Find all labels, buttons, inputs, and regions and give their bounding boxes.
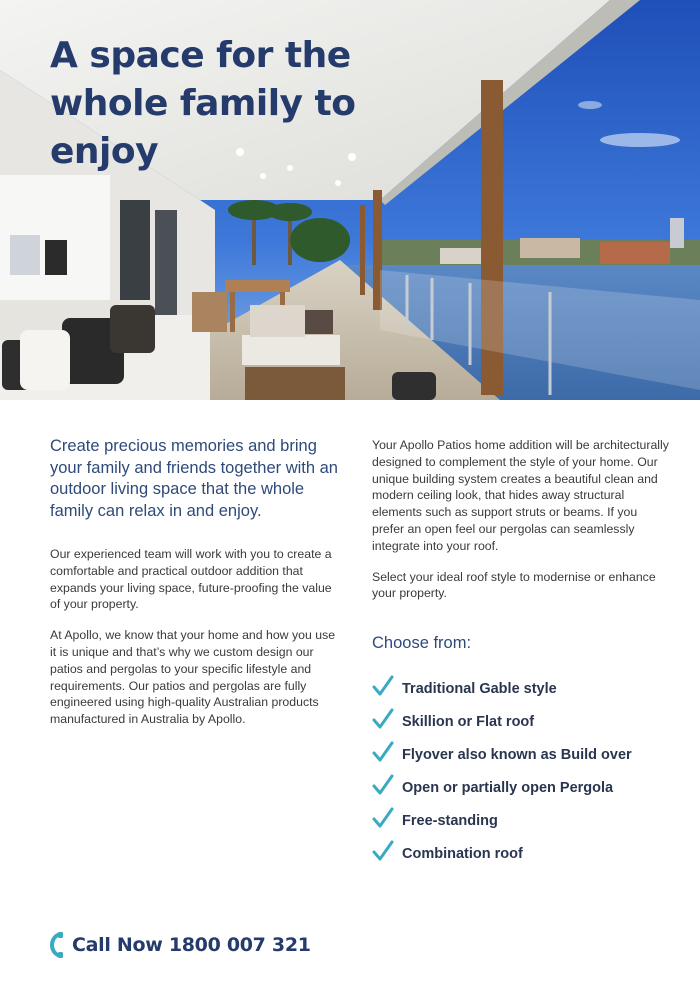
left-column [50, 546, 340, 742]
option-label: Free-standing [402, 812, 498, 829]
check-icon [372, 675, 394, 697]
check-icon [372, 840, 394, 862]
title-line-2: whole family to enjoy [50, 83, 356, 172]
option-label: Skillion or Flat roof [402, 713, 535, 730]
check-icon [372, 741, 394, 763]
page-title [50, 32, 470, 176]
phone-icon [50, 932, 64, 958]
option-label: Combination roof [402, 845, 523, 862]
roof-options-list [372, 672, 632, 870]
check-icon [372, 708, 394, 730]
list-item [372, 804, 632, 837]
list-item [372, 672, 632, 705]
call-now[interactable] [50, 932, 311, 958]
list-item [372, 837, 632, 870]
list-item [372, 738, 632, 771]
body-paragraph: Select your ideal roof style to modernise or enhance your property. [372, 569, 656, 601]
check-icon [372, 774, 394, 796]
option-label: Open or partially open Pergola [402, 779, 614, 796]
body-paragraph: Your Apollo Patios home addition will be architecturally designed to complement the style of your home. Our unique building system creates a beautiful clean and modern ceiling look, that hides away structural elements such as support struts or beams. If you prefer an open feel our pergolas can seamlessly integrate into your roof. [372, 438, 669, 553]
right-column [372, 437, 672, 616]
option-label: Traditional Gable style [402, 680, 557, 697]
body-paragraph: Our experienced team will work with you to create a comfortable and practical outdoor addition that expands your living space, future-proofing the value of your property. [50, 547, 332, 612]
call-now-text[interactable]: Call Now 1800 007 321 [72, 934, 311, 956]
list-item [372, 705, 632, 738]
option-label: Flyover also known as Build over [402, 746, 632, 763]
choose-heading: Choose from: [372, 634, 472, 652]
list-item [372, 771, 632, 804]
body-paragraph: At Apollo, we know that your home and how you use it is unique and that’s why we custom design our patios and pergolas to your specific lifestyle and requirements. Our patios and pergolas are fully engineered using high-quality Australian products manufactured in Australia by Apollo. [50, 628, 336, 727]
title-line-1: A space for the [50, 35, 351, 76]
check-icon [372, 807, 394, 829]
intro-text: Create precious memories and bring your family and friends together with an outdoor living space that the whole family can relax in and enjoy. [50, 437, 338, 520]
